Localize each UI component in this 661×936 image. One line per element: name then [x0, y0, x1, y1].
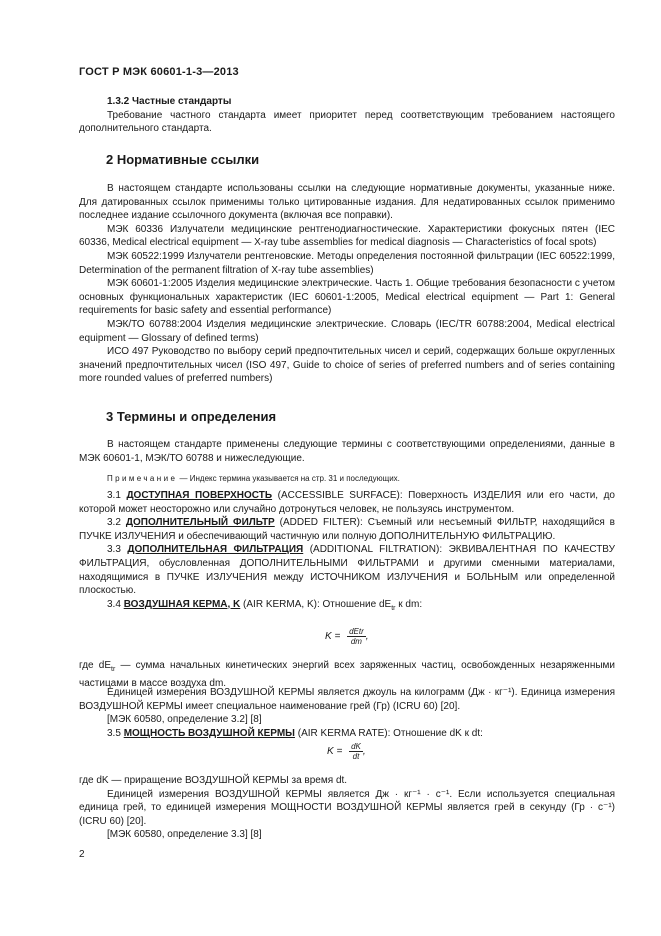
term-definition: (ADDED FILTER): Съемный или несъемный ФИЛЬТР, находящийся в ПУЧКЕ ИЗЛУЧЕНИЯ и обеспечивающий частичную или полную ДОПОЛНИТЕЛЬНУЮ ФИЛЬТРАЦИЮ. — [79, 517, 615, 542]
term-number: 3.3 — [107, 544, 128, 556]
formula-air-kerma-rate — [327, 742, 366, 761]
paragraph: Требование частного стандарта имеет приоритет перед соответствующим требованием настоящего дополнительного стандарта. — [79, 109, 615, 135]
note-text: — Индекс термина указывается на стр. 31 и последующих. — [177, 474, 400, 483]
normative-reference: ИСО 497 Руководство по выбору серий предпочтительных чисел и серий, содержащих больше округленных значений предпочтительных чисел (ISO 497, Guide to choice of series of preferred numbers and of series containing more rounded values of preferred numbers) — [79, 346, 615, 385]
term-name: ДОПОЛНИТЕЛЬНАЯ ФИЛЬТРАЦИЯ — [127, 544, 304, 556]
where-text: — сумма начальных кинетических энергий всех заряженных частиц, освобожденных незаряженными частицами в массе воздуха dm. — [79, 660, 615, 689]
term-definition: (AIR KERMA, K): Отношение dE — [240, 598, 392, 610]
terms-block — [79, 489, 615, 615]
paragraph: Единицей измерения ВОЗДУШНОЙ КЕРМЫ является Дж · кг⁻¹ · с⁻¹. Если используется специальная единица грей, то единицей измерения МОЩНОСТИ ВОЗДУШНОЙ КЕРМЫ является грей в секунду (Гр · с⁻¹) (ICRU 60) [20]. — [79, 788, 615, 827]
term-number: 3.5 — [107, 727, 124, 739]
formula-tail: , — [365, 631, 369, 643]
formula-lhs: K = — [327, 746, 346, 758]
source-reference: [МЭК 60580, определение 3.2] [8] — [107, 714, 262, 726]
document-header: ГОСТ Р МЭК 60601-1-3—2013 — [79, 66, 239, 78]
paragraph: Единицей измерения ВОЗДУШНОЙ КЕРМЫ является джоуль на килограмм (Дж · кг⁻¹). Единица измерения ВОЗДУШНОЙ КЕРМЫ имеет специальное наименование грей (Гр) (ICRU 60) [20]. — [79, 687, 615, 712]
subscript: tr — [111, 666, 116, 673]
source-reference: [МЭК 60580, определение 3.3] [8] — [107, 829, 262, 841]
term-name: ВОЗДУШНАЯ КЕРМА, K — [123, 598, 241, 610]
normative-reference: МЭК 60601-1:2005 Изделия медицинские электрические. Часть 1. Общие требования безопасности с учетом основных функциональных характеристик (IEC 60601-1:2005, Medical electrical equipment — Part 1: General requirements for basic safety and essential performance) — [79, 278, 615, 317]
formula-air-kerma — [325, 627, 369, 646]
fraction-numerator: dEtr — [349, 627, 364, 636]
term-3-1 — [79, 489, 615, 516]
term-number: 3.1 — [107, 490, 127, 501]
note-label: Примечание — [107, 474, 178, 483]
fraction — [349, 742, 363, 761]
formula-tail: , — [362, 746, 366, 758]
fraction-denominator: dm — [350, 637, 362, 646]
term-definition-tail: к dm: — [395, 598, 423, 610]
term-definition: (AIR KERMA RATE): Отношение dK к dt: — [294, 727, 483, 739]
where-air-kerma-rate — [79, 774, 615, 842]
note — [79, 472, 615, 486]
term-name: ДОПОЛНИТЕЛЬНЫЙ ФИЛЬТР — [125, 517, 275, 529]
units-air-kerma — [79, 686, 615, 740]
section-1-3-2 — [79, 95, 615, 136]
section-2-body — [79, 182, 615, 386]
term-number: 3.2 — [107, 517, 126, 529]
fraction-denominator: dt — [352, 752, 360, 761]
term-number: 3.4 — [107, 598, 124, 610]
normative-reference: МЭК/ТО 60788:2004 Изделия медицинские электрические. Словарь (IEC/TR 60788:2004, Medical electrical equipment — Glossary of defined terms) — [79, 318, 615, 344]
normative-reference: МЭК 60336 Излучатели медицинские рентгенодиагностические. Характеристики фокусных пятен (IEC 60336, Medical electrical equipment — X-ray tube assemblies for medical diagnosis — Characteristics of focal spots) — [79, 223, 615, 249]
normative-reference: МЭК 60522:1999 Излучатели рентгеновские. Методы определения постоянной фильтрации (IEC 60522:1999, Determination of the permanent filtration of X-ray tube assemblies) — [79, 250, 615, 276]
where-clause: где dK — приращение ВОЗДУШНОЙ КЕРМЫ за время dt. — [79, 775, 348, 786]
section-3-heading: 3 Термины и определения — [106, 409, 277, 424]
term-3-5 — [79, 727, 615, 741]
term-name: МОЩНОСТЬ ВОЗДУШНОЙ КЕРМЫ — [123, 727, 295, 739]
fraction — [347, 627, 366, 646]
section-2-heading: 2 Нормативные ссылки — [106, 152, 260, 167]
term-3-4 — [79, 598, 615, 616]
paragraph: В настоящем стандарте применены следующие термины с соответствующими определениями, данные в МЭК 60601-1, МЭК/ТО 60788 и нижеследующие. — [79, 439, 615, 464]
where-label: где dE — [79, 660, 112, 671]
section-3-intro — [79, 438, 615, 465]
term-definition: (ADDITIONAL FILTRATION): ЭКВИВАЛЕНТНАЯ ПО КАЧЕСТВУ ФИЛЬТРАЦИЯ, обусловленная ДОПОЛНИТЕЛЬНЫМИ ФИЛЬТРАМИ и другими сменными материалами, находящимися в ПУЧКЕ ИЗЛУЧЕНИЯ между ИСТОЧНИКОМ ИЗЛУЧЕНИЯ и БОЛЬНЫМ или определенной плоскостью. — [79, 544, 616, 597]
formula-lhs: K = — [325, 631, 344, 643]
term-3-3 — [79, 543, 615, 597]
fraction-numerator: dK — [351, 742, 361, 751]
term-name: ДОСТУПНАЯ ПОВЕРХНОСТЬ — [126, 490, 273, 501]
term-definition: (ACCESSIBLE SURFACE): Поверхность ИЗДЕЛИЯ или его части, до которой может неосторожно или случайно дотронуться человек, не пользуясь инструментом. — [79, 490, 615, 515]
paragraph: В настоящем стандарте использованы ссылки на следующие нормативные документы, указанные ниже. Для датированных ссылок применимы только цитированные издания. Для недатированных ссылок применимо последнее издание ссылочного документа (включая все поправки). — [79, 183, 615, 222]
term-3-2 — [79, 516, 615, 543]
page-number: 2 — [79, 849, 85, 860]
section-3-note — [79, 472, 615, 486]
subscript: tr — [391, 604, 396, 612]
subsection-title: 1.3.2 Частные стандарты — [107, 96, 232, 107]
